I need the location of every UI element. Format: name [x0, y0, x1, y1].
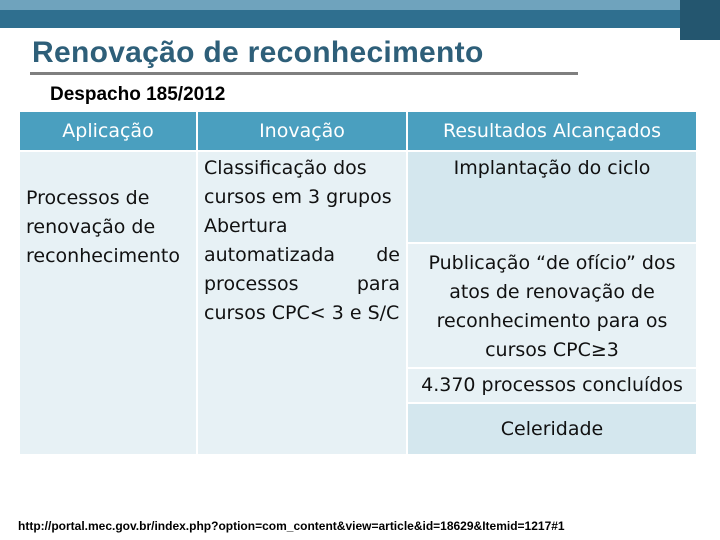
result-cell-4	[407, 403, 697, 455]
result-item-2: Publicação “de ofício” dos atos de renovação de reconhecimento para os cursos CPC≥3	[428, 252, 676, 361]
innovation-item-2: Abertura automatizada de processos para cursos CPC< 3 e S/C	[204, 215, 400, 324]
result-item-3: 4.370 processos concluídos	[421, 374, 683, 396]
title-underline	[30, 72, 578, 75]
header-resultados: Resultados Alcançados	[407, 111, 697, 151]
table-row	[19, 151, 697, 243]
result-cell-1	[407, 151, 697, 243]
innovation-cell	[197, 151, 407, 455]
slide-title: Renovação de reconhecimento	[32, 36, 484, 69]
application-cell	[19, 151, 197, 455]
table-header-row	[19, 111, 697, 151]
content-table	[18, 110, 698, 456]
header-inovacao: Inovação	[197, 111, 407, 151]
header-aplicacao: Aplicação	[19, 111, 197, 151]
top-band-corner	[680, 0, 720, 40]
result-cell-3	[407, 368, 697, 403]
application-text: Processos de renovação de reconhecimento	[26, 187, 180, 267]
innovation-item-1: Classificação dos cursos em 3 grupos	[204, 157, 392, 208]
result-item-4: Celeridade	[500, 417, 604, 440]
top-band-highlight	[0, 0, 680, 10]
top-decorative-band	[0, 0, 720, 28]
source-link[interactable]: http://portal.mec.gov.br/index.php?option=com_content&view=article&id=18629&Itemid=1217#1	[18, 519, 565, 533]
result-cell-2	[407, 243, 697, 368]
result-item-1: Implantação do ciclo	[453, 157, 651, 179]
slide-subtitle: Despacho 185/2012	[50, 84, 226, 105]
